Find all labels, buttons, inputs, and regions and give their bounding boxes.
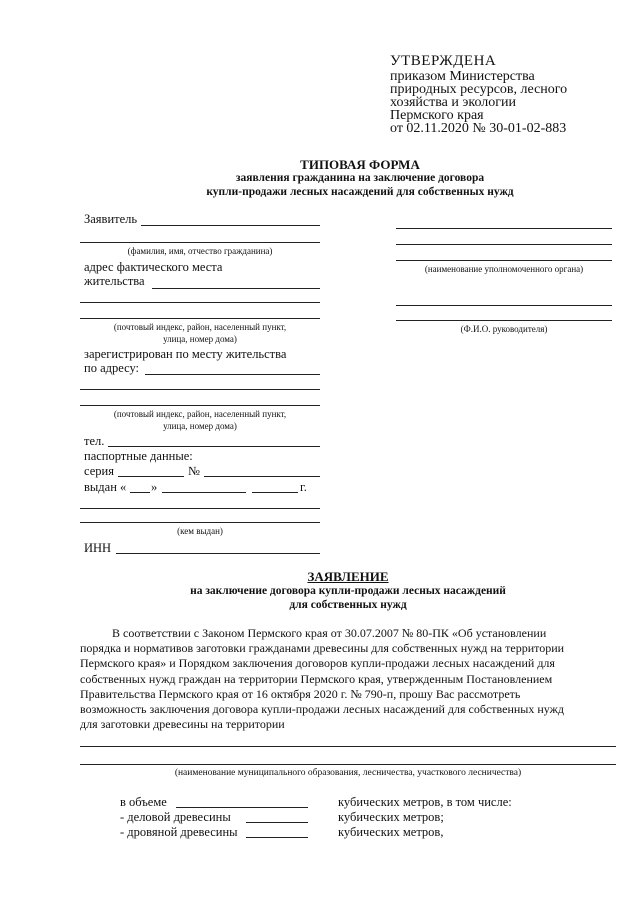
name-caption: (фамилия, имя, отчество гражданина) — [127, 246, 273, 256]
issued-by-field-2[interactable] — [80, 522, 320, 523]
statement-body-line: порядка и нормативов заготовки гражданами древесины для собственных нужд на территории — [80, 641, 565, 656]
inn-label: ИНН — [84, 541, 112, 555]
municipality-field-2[interactable] — [80, 764, 616, 765]
issued-by-caption: (кем выдан) — [177, 526, 223, 536]
statement-subtitle: на заключение договора купли-продажи лесных насаждений — [190, 585, 506, 597]
volume-field[interactable] — [176, 807, 308, 808]
passport-number-field[interactable] — [204, 476, 320, 477]
registered-label: зарегистрирован по месту жительства — [84, 347, 287, 361]
issued-day-field[interactable] — [130, 492, 150, 493]
applicant-name-field[interactable] — [141, 225, 320, 226]
postal-caption: улица, номер дома) — [163, 421, 237, 431]
issued-by-field[interactable] — [80, 508, 320, 509]
statement-title: ЗАЯВЛЕНИЕ — [307, 569, 389, 584]
address-field-2[interactable] — [80, 302, 320, 303]
statement-body-line: для заготовки древесины на территории — [80, 717, 285, 732]
registered-address-field[interactable] — [145, 374, 320, 375]
fuel-wood-unit: кубических метров, — [338, 825, 444, 839]
applicant-name-field-2[interactable] — [80, 242, 320, 243]
head-name-field-2[interactable] — [396, 320, 612, 321]
approval-line: природных ресурсов, лесного — [390, 82, 568, 97]
form-title: ТИПОВАЯ ФОРМА — [300, 157, 420, 172]
head-caption: (Ф.И.О. руководителя) — [460, 324, 548, 334]
registered-address-field-3[interactable] — [80, 405, 320, 406]
head-name-field[interactable] — [396, 305, 612, 306]
statement-body-line: Пермского края» и Порядком заключения договоров купли-продажи лесных насаждений для — [80, 656, 555, 671]
issued-month-field[interactable] — [162, 492, 246, 493]
approval-title: УТВЕРЖДЕНА — [390, 53, 497, 69]
org-name-field-2[interactable] — [396, 244, 612, 245]
approval-date-line: от 02.11.2020 № 30-01-02-883 — [390, 121, 567, 136]
passport-label: паспортные данные: — [84, 449, 193, 463]
municipality-caption: (наименование муниципального образования, лесничества, участкового лесничества) — [174, 768, 522, 778]
registered-label: по адресу: — [84, 361, 140, 375]
issued-label: выдан « — [84, 480, 127, 494]
issued-quote: » — [151, 480, 158, 494]
approval-line: хозяйства и экологии — [390, 95, 517, 110]
statement-body-line: возможность заключения договора купли-продажи лесных насаждений для собственных нужд — [80, 702, 565, 717]
postal-caption: (почтовый индекс, район, населенный пункт, — [113, 322, 287, 332]
year-suffix: г. — [300, 480, 307, 494]
form-subtitle: заявления гражданина на заключение договора — [235, 172, 485, 184]
business-wood-field[interactable] — [246, 822, 308, 823]
registered-address-field-2[interactable] — [80, 389, 320, 390]
postal-caption: (почтовый индекс, район, населенный пункт, — [113, 409, 287, 419]
volume-unit: кубических метров, в том числе: — [338, 795, 512, 809]
address-field-3[interactable] — [80, 318, 320, 319]
phone-field[interactable] — [108, 446, 320, 447]
applicant-label: Заявитель — [84, 212, 138, 226]
volume-label: в объеме — [120, 795, 167, 809]
approval-line: приказом Министерства — [390, 69, 535, 84]
issued-year-field[interactable] — [252, 492, 298, 493]
passport-series-field[interactable] — [118, 476, 184, 477]
statement-body-line: Правительства Пермского края от 16 октября 2020 г. № 790-п, прошу Вас рассмотреть — [80, 686, 521, 701]
statement-body-line: В соответствии с Законом Пермского края от 30.07.2007 № 80-ПК «Об установлении — [112, 626, 547, 640]
fuel-wood-field[interactable] — [246, 837, 308, 838]
municipality-field[interactable] — [80, 746, 616, 747]
inn-field[interactable] — [116, 553, 320, 554]
postal-caption: улица, номер дома) — [163, 334, 237, 344]
org-caption: (наименование уполномоченного органа) — [424, 264, 584, 274]
approval-line: Пермского края — [390, 108, 484, 123]
statement-body-line: собственных нужд граждан на территории Пермского края, утвержденным Постановлением — [80, 671, 553, 686]
address-label: адрес фактического места — [84, 260, 223, 274]
org-name-field-3[interactable] — [396, 260, 612, 261]
address-label: жительства — [84, 274, 145, 288]
org-name-field[interactable] — [396, 228, 612, 229]
form-subtitle: купли-продажи лесных насаждений для собственных нужд — [206, 186, 514, 198]
address-field[interactable] — [152, 288, 320, 289]
business-wood-label: - деловой древесины — [120, 810, 231, 824]
number-label: № — [188, 464, 200, 478]
statement-body — [80, 626, 616, 732]
fuel-wood-label: - дровяной древесины — [120, 825, 238, 839]
phone-label: тел. — [84, 434, 105, 448]
series-label: серия — [84, 464, 114, 478]
business-wood-unit: кубических метров; — [338, 810, 444, 824]
statement-subtitle: для собственных нужд — [289, 599, 407, 611]
